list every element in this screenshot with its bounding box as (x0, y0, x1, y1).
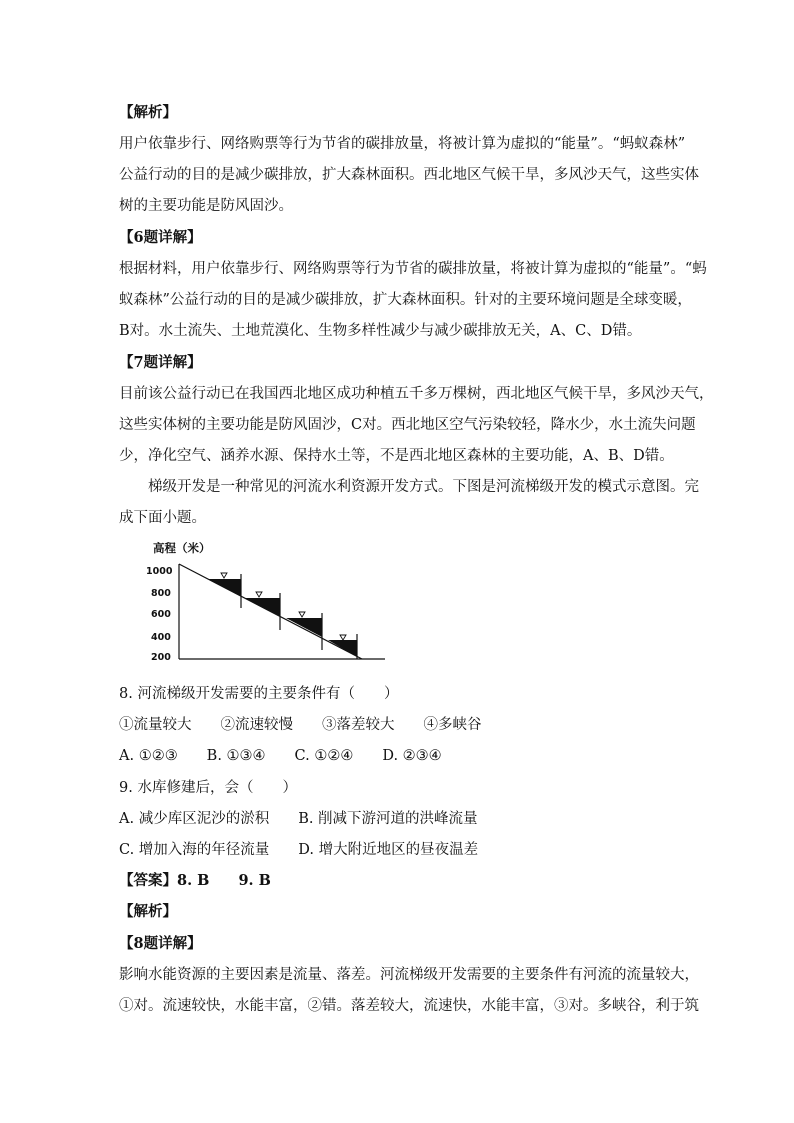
paragraph-line: B对。水土流失、土地荒漠化、生物多样性减少与减少碳排放无关，A、C、D错。 (119, 323, 642, 339)
riverbed-profile (179, 564, 362, 659)
section-heading-q6: 【6题详解】 (119, 229, 202, 246)
diagram-ylabel: 高程（米） (153, 541, 211, 555)
question-8-stem: 8. 河流梯级开发需要的主要条件有（ ） (119, 686, 399, 702)
water-level-icon (299, 612, 305, 617)
paragraph-line: 根据材料，用户依靠步行、网络购票等行为节省的碳排放量，将被计算为虚拟的“能量”。“蚂 (119, 261, 707, 277)
section-heading-analysis: 【解析】 (119, 104, 177, 121)
question-9-options-ab: A. 减少库区泥沙的淤积 B. 削减下游河道的洪峰流量 (119, 811, 478, 827)
question-9-options-cd: C. 增加入海的年径流量 D. 增大附近地区的昼夜温差 (119, 842, 479, 858)
paragraph-line: 公益行动的目的是减少碳排放，扩大森林面积。西北地区气候干旱，多风沙天气，这些实体 (119, 167, 699, 183)
section-heading-q8: 【8题详解】 (119, 935, 202, 952)
paragraph-line: ①对。流速较快，水能丰富，②错。落差较大，流速快，水能丰富，③对。多峡谷，利于筑 (119, 998, 699, 1014)
water-level-icon (340, 635, 346, 640)
answer-line: 【答案】8. B 9. B (119, 872, 271, 889)
water-level-icon (256, 592, 262, 597)
question-8-options: A. ①②③ B. ①③④ C. ①②④ D. ②③④ (119, 748, 442, 764)
y-tick-label: 200 (151, 652, 171, 663)
y-tick-label: 800 (151, 588, 171, 599)
paragraph-line: 少，净化空气、涵养水源、保持水土等，不是西北地区森林的主要功能，A、B、D错。 (119, 448, 674, 464)
paragraph-line: 树的主要功能是防风固沙。 (119, 198, 293, 214)
cascade-development-diagram (145, 538, 395, 668)
paragraph-line: 蚁森林”公益行动的目的是减少碳排放，扩大森林面积。针对的主要环境问题是全球变暖， (119, 292, 692, 308)
paragraph-line: 用户依靠步行、网络购票等行为节省的碳排放量，将被计算为虚拟的“能量”。“蚂蚁森林” (119, 136, 686, 152)
question-8-conditions: ①流量较大 ②流速较慢 ③落差较大 ④多峡谷 (119, 717, 482, 733)
question-intro-line: 梯级开发是一种常见的河流水利资源开发方式。下图是河流梯级开发的模式示意图。完 (148, 479, 699, 495)
section-heading-q7: 【7题详解】 (119, 354, 202, 371)
paragraph-line: 这些实体树的主要功能是防风固沙，C对。西北地区空气污染较轻，降水少，水土流失问题 (119, 417, 696, 433)
y-tick-label: 1000 (146, 566, 173, 577)
y-tick-label: 600 (151, 609, 171, 620)
question-9-stem: 9. 水库修建后，会（ ） (119, 780, 297, 796)
paragraph-line: 影响水能资源的主要因素是流量、落差。河流梯级开发需要的主要条件有河流的流量较大， (119, 967, 699, 983)
section-heading-analysis: 【解析】 (119, 903, 177, 920)
paragraph-line: 目前该公益行动已在我国西北地区成功种植五千多万棵树，西北地区气候干旱，多风沙天气， (119, 386, 714, 402)
reservoir-3 (286, 618, 322, 637)
y-tick-label: 400 (151, 632, 171, 643)
question-intro-line: 成下面小题。 (119, 510, 206, 526)
water-level-icon (221, 573, 227, 578)
